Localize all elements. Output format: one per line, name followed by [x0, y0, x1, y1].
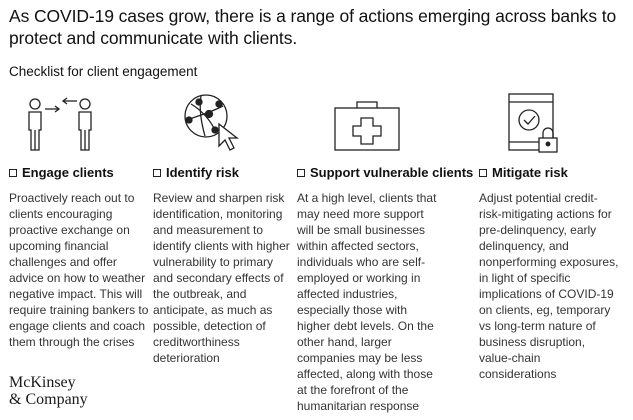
checklist-item-identify-risk [153, 88, 293, 365]
heading-label: Identify risk [166, 165, 239, 180]
checklist-heading [297, 165, 473, 180]
first-aid-kit-icon [297, 88, 437, 160]
heading-label: Support vulnerable clients [310, 165, 474, 180]
checklist-description: Adjust potential credit-risk-mitigating actions for pre-delinquency, early delinquency, and nonperforming exposures, in light of specific implications of COVID-19 on clients, eg, temporary vs long-term nature of business disruption, value-chain considerations [479, 191, 619, 381]
secure-device-icon [479, 88, 619, 160]
checklist-heading [9, 165, 114, 180]
section-subtitle: Checklist for client engagement [9, 64, 198, 79]
checklist-item-support-vulnerable-clients [297, 88, 474, 413]
checklist-item-mitigate-risk [479, 88, 619, 381]
people-exchange-icon [9, 88, 149, 160]
logo-line-2: & Company [9, 390, 88, 408]
checkbox-icon [153, 169, 161, 177]
checklist-item-engage-clients [9, 88, 149, 349]
logo-line-1: McKinsey [9, 374, 76, 391]
heading-label: Engage clients [22, 165, 114, 180]
checkbox-icon [297, 169, 305, 177]
heading-label: Mitigate risk [492, 165, 568, 180]
checklist-heading [153, 165, 239, 180]
checklist-description: Review and sharpen risk identification, monitoring and measurement to identify clients with higher vulnerability to primary and secondary effects of the outbreak, and anticipate, as much as possible, detection of creditworthiness deterioration [153, 191, 290, 365]
checkbox-icon [479, 169, 487, 177]
checklist-description: Proactively reach out to clients encouraging proactive exchange on upcoming financial challenges and offer advice on how to weather negative impact. This will require training bankers to engage clients and coach them through the crises [9, 191, 149, 349]
checkbox-icon [9, 169, 17, 177]
checklist-heading [479, 165, 568, 180]
checklist-description: At a high level, clients that may need more support will be small businesses within affected sectors, individuals who are self-employed or working in affected industries, especially those with higher debt levels. On the other hand, larger companies may be less affected, along with those at the forefront of the humanitarian response [297, 191, 437, 413]
mckinsey-logo [9, 375, 88, 408]
page-title: As COVID-19 cases grow, there is a range of actions emerging across banks to protect and communicate with clients. [9, 6, 617, 48]
network-target-icon [153, 88, 293, 160]
